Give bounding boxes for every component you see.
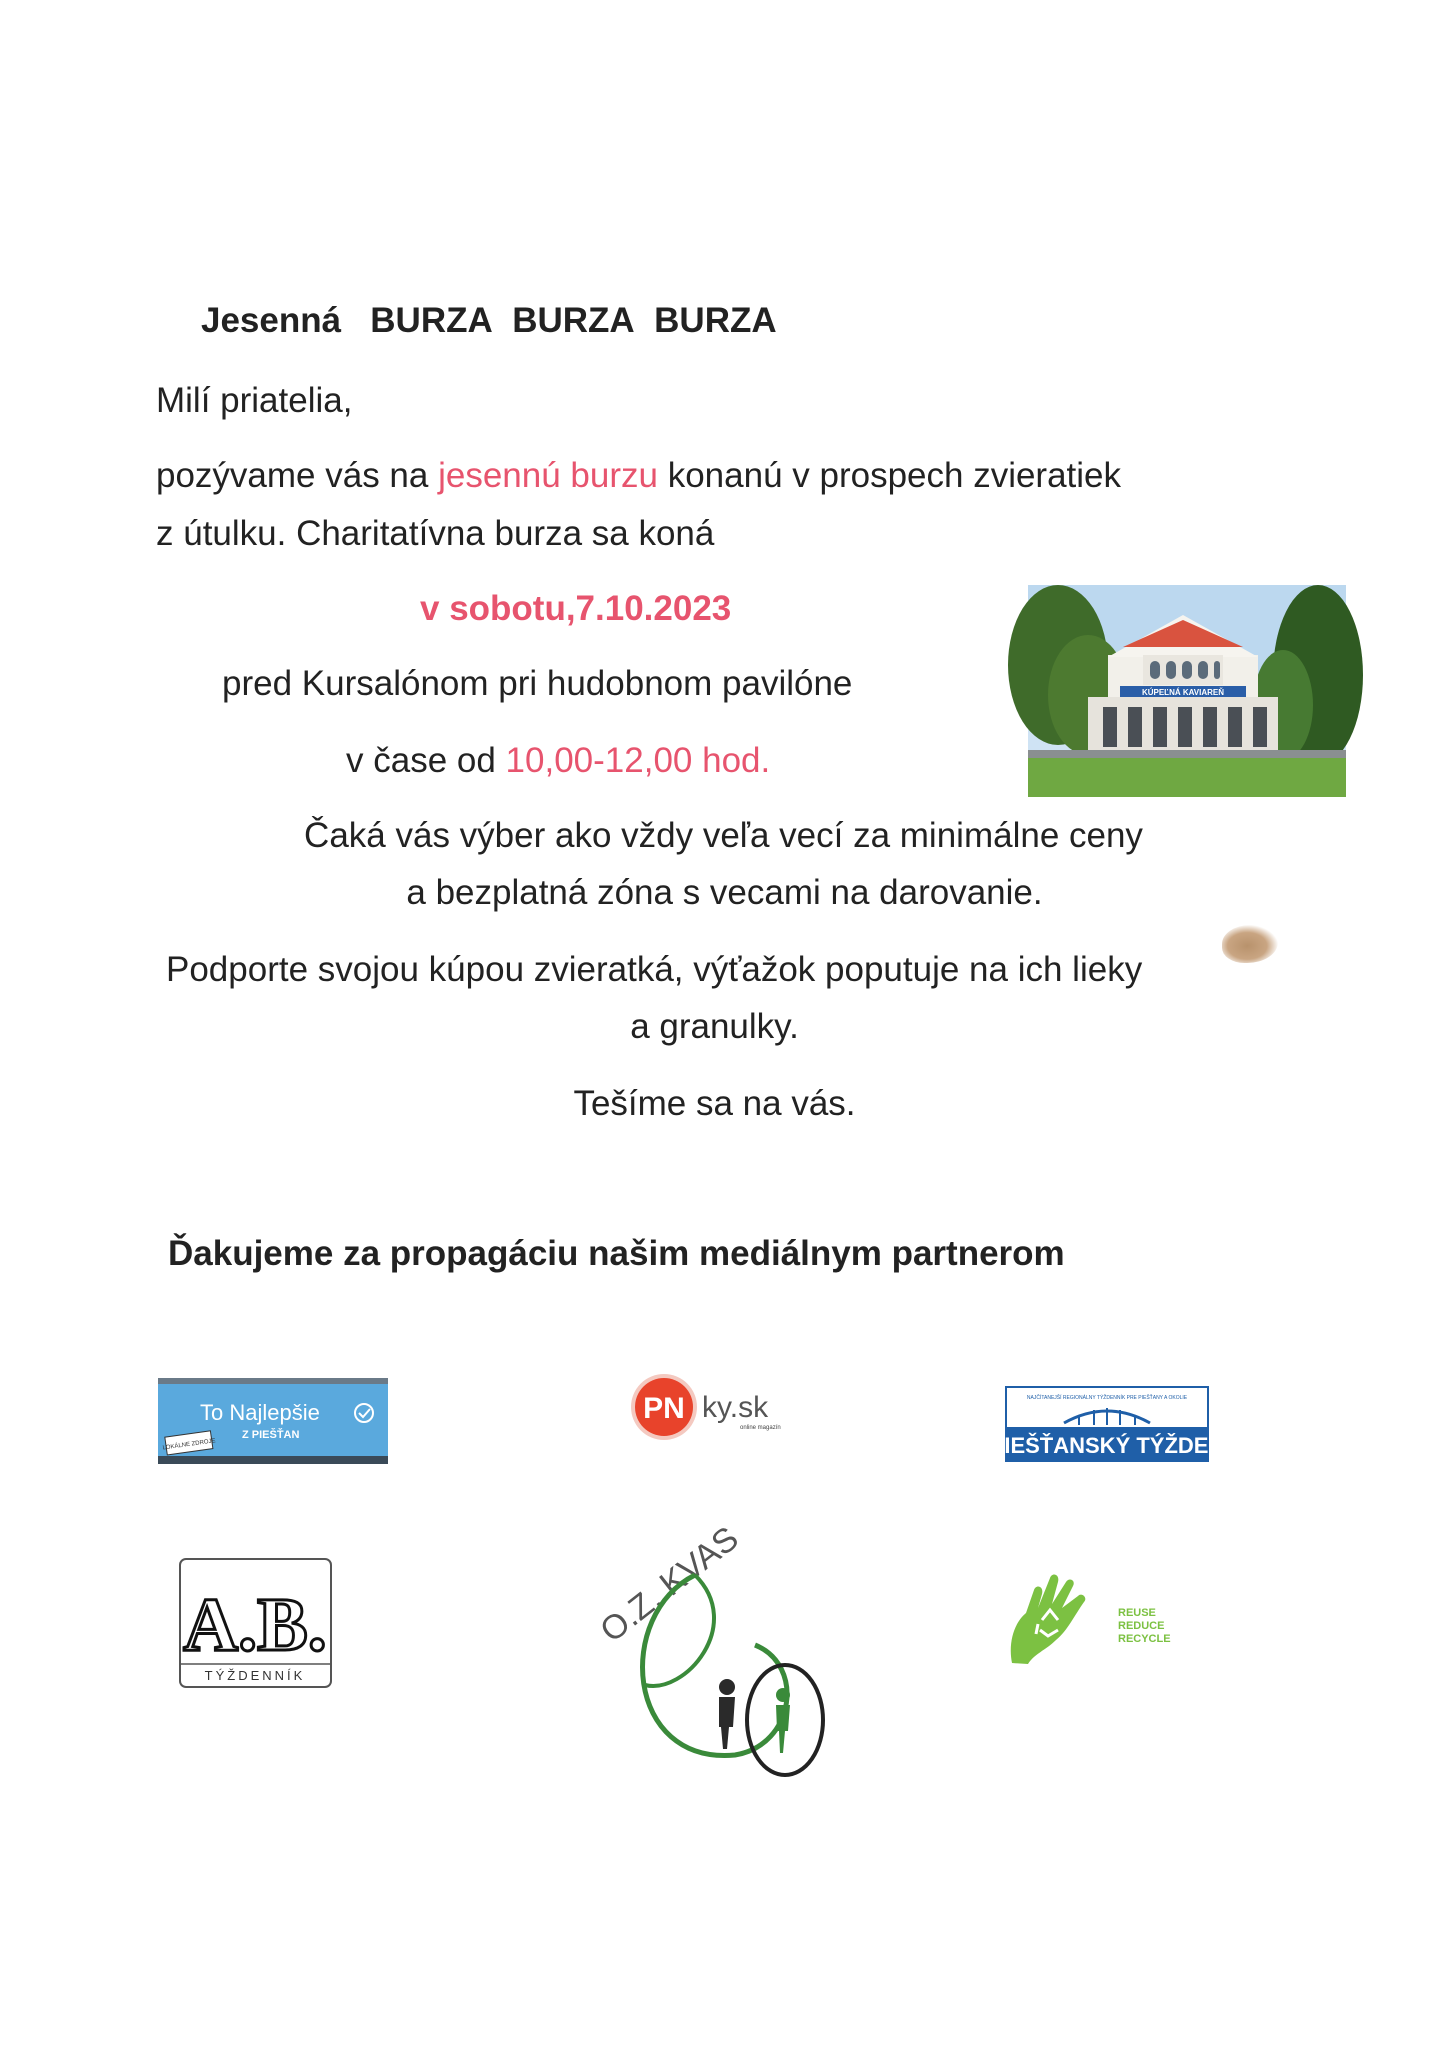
- intro-line-2: z útulku. Charitatívna burza sa koná: [156, 514, 715, 553]
- coffee-stain: [1222, 925, 1278, 963]
- heading-word-2: BURZA: [512, 301, 635, 340]
- time-highlight: 10,00-12,00 hod.: [505, 741, 771, 780]
- ab-mark: A.B.: [183, 1583, 327, 1667]
- support-line-1: Podporte svojou kúpou zvieratká, výťažok poputuje na ich lieky: [166, 950, 1143, 989]
- najlepsie-logo: [158, 1378, 388, 1464]
- offer-line-2: a bezplatná zóna s vecami na darovanie.: [406, 873, 1043, 912]
- event-date: v sobotu,7.10.2023: [420, 589, 732, 628]
- piestansky-name: PIEŠŤANSKÝ TÝŽDEŇ: [989, 1433, 1225, 1458]
- reuse-line-3: RECYCLE: [1118, 1633, 1171, 1645]
- support-line-2: a granulky.: [630, 1007, 799, 1046]
- najlepsie-badge: LOKÁLNE ZDROJE: [162, 1438, 216, 1452]
- ab-logo: [179, 1558, 332, 1688]
- reuse-line-2: REDUCE: [1118, 1620, 1165, 1632]
- partners-heading: Ďakujeme za propagáciu našim mediálnym partnerom: [168, 1234, 1065, 1273]
- heading-prefix: Jesenná: [201, 301, 342, 340]
- kursalon-photo: [1028, 585, 1346, 797]
- event-time: [346, 740, 770, 782]
- intro-highlight: jesennú burzu: [438, 456, 658, 495]
- event-place: pred Kursalónom pri hudobnom pavilóne: [222, 664, 853, 703]
- kvas-logo: [585, 1519, 835, 1780]
- intro-line-1: [156, 455, 1121, 497]
- pnky-logo: [628, 1367, 808, 1443]
- photo-sign: KÚPEĽNÁ KAVIAREŇ: [1141, 688, 1225, 697]
- piestansky-logo: [989, 1385, 1225, 1463]
- reuse-line-1: REUSE: [1118, 1607, 1156, 1619]
- najlepsie-subtitle: Z PIEŠŤAN: [242, 1429, 300, 1441]
- intro-text-b: konanú v prospech zvieratiek: [657, 456, 1122, 495]
- pnky-domain: ky.sk: [702, 1391, 769, 1424]
- heading-word-3: BURZA: [654, 301, 777, 340]
- greeting: Milí priatelia,: [156, 381, 353, 420]
- najlepsie-title: To Najlepšie: [200, 1400, 320, 1425]
- pnky-tagline: online magazín: [740, 1425, 781, 1431]
- piestansky-tagline: NAJČÍTANEJŠÍ REGIONÁLNY TÝŽDENNÍK PRE PIEŠŤANY A OKOLIE: [1026, 1395, 1188, 1401]
- kvas-name: O.Z. KVAS: [593, 1519, 746, 1650]
- reuse-logo: [1006, 1568, 1206, 1668]
- event-heading: [201, 300, 777, 342]
- intro-text-a: pozývame vás na: [156, 456, 439, 495]
- pnky-mark: PN: [643, 1392, 685, 1425]
- time-prefix: v čase od: [346, 741, 506, 780]
- offer-line-1: Čaká vás výber ako vždy veľa vecí za minimálne ceny: [304, 816, 1143, 855]
- heading-word-1: BURZA: [370, 301, 493, 340]
- closing-text: Tešíme sa na vás.: [573, 1084, 856, 1123]
- ab-label: TÝŽDENNÍK: [204, 1668, 306, 1683]
